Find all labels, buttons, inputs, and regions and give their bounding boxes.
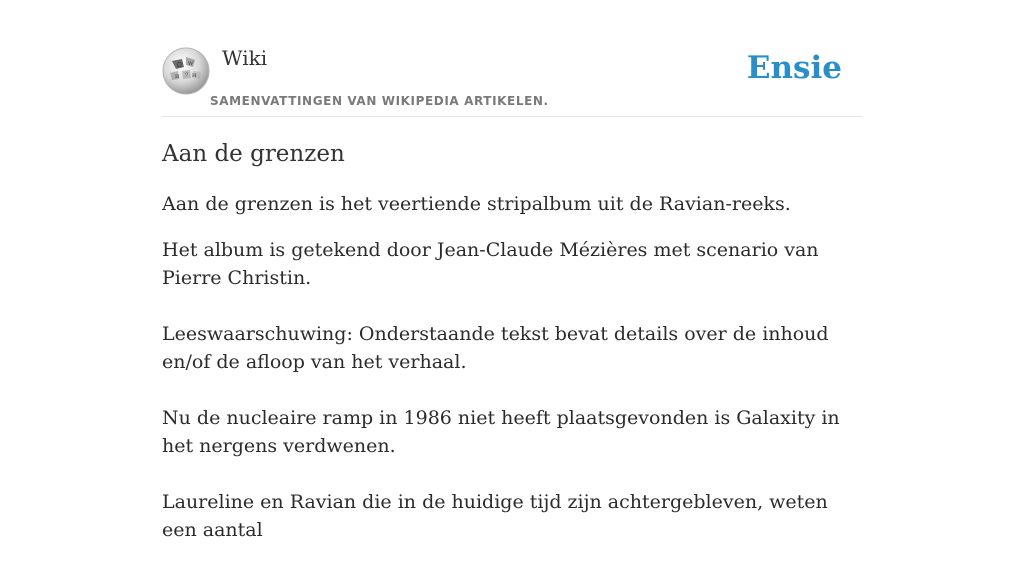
ensie-brand-link[interactable]: Ensie <box>746 50 842 86</box>
svg-text:W: W <box>188 61 194 67</box>
site-header <box>162 42 862 117</box>
wikipedia-globe-icon[interactable] <box>162 47 210 95</box>
site-name-link[interactable]: Wiki <box>222 46 268 70</box>
article-paragraph: Nu de nucleaire ramp in 1986 niet heeft plaatsgevonden is Galaxity in het nergens verdwenen. <box>162 407 840 457</box>
svg-text:Ω: Ω <box>177 62 182 69</box>
article-paragraph: Aan de grenzen is het veertiende stripalbum uit de Ravian-reeks. <box>162 193 791 215</box>
svg-text:ウ: ウ <box>184 72 190 78</box>
site-tagline: SAMENVATTINGEN VAN WIKIPEDIA ARTIKELEN. <box>210 94 549 108</box>
article-content <box>162 138 862 572</box>
article-title: Aan de grenzen <box>162 141 345 167</box>
spoiler-warning: Leeswaarschuwing: Onderstaande tekst bevat details over de inhoud en/of de afloop van het verhaal. <box>162 323 829 373</box>
svg-text:И: И <box>192 73 197 79</box>
article-paragraph: Laureline en Ravian die in de huidige tijd zijn achtergebleven, weten een aantal <box>162 491 828 541</box>
article-paragraph: Het album is getekend door Jean-Claude Mézières met scenario van Pierre Christin. <box>162 239 819 289</box>
svg-text:Ѝ: Ѝ <box>175 74 180 80</box>
